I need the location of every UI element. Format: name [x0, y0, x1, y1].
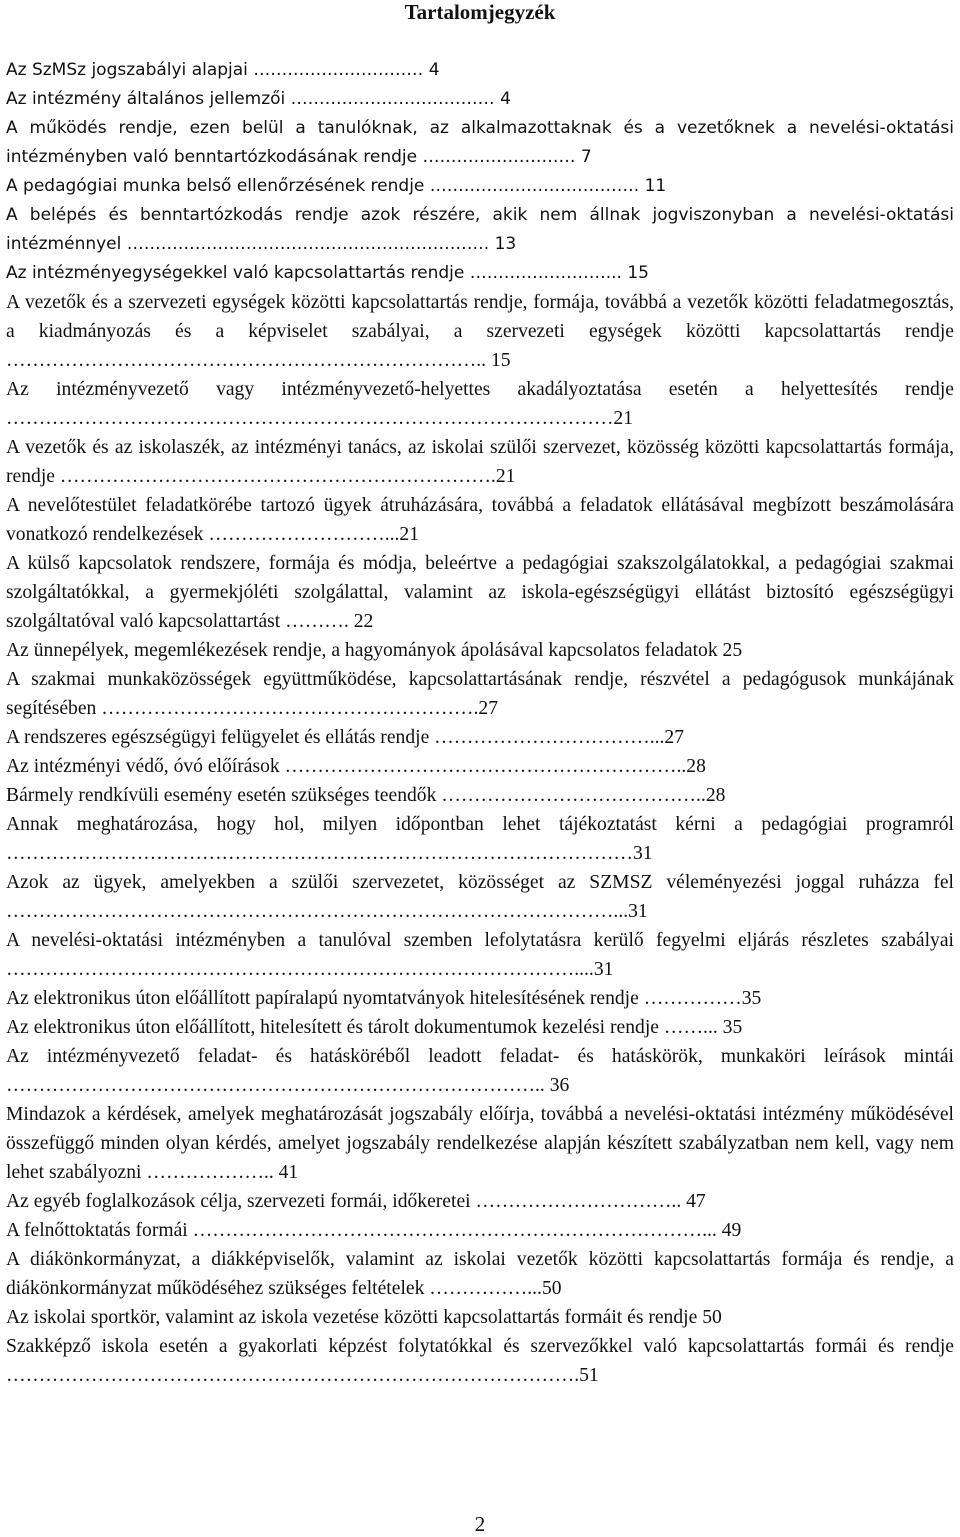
toc-entry-leader: ……………………………………………………………………………………: [6, 843, 633, 864]
toc-entry-text: A vezetők és az iskolaszék, az intézményi tanács, az iskolai szülői szervezet, közösség közötti kapcsolattartás formája, rendje: [6, 437, 954, 487]
toc-entry-text: Mindazok a kérdések, amelyek meghatározását jogszabály előírja, továbbá a nevelési-oktatási intézmény működésével összefüggő minden olyan kérdés, amelyet jogszabály rendelkezése alapján készített szabályzatban nem kell, vagy nem lehet szabályozni: [6, 1104, 954, 1183]
toc-entry-page: ..27: [654, 727, 684, 748]
toc-entry[interactable]: [6, 781, 954, 810]
toc-entry-page: 51: [579, 1365, 599, 1386]
toc-entry[interactable]: [6, 1332, 954, 1390]
toc-entry-leader: …………………………………………………………………………………: [6, 408, 614, 429]
toc-entry-leader: ……………………………………………………………………...: [187, 1220, 722, 1241]
toc-entry-text: A belépés és benntartózkodás rendje azok részére, akik nem állnak jogviszonyban a nevelési-oktatási intézménnyel: [6, 205, 954, 254]
toc-entry-page: 13: [494, 234, 517, 254]
document-page: [6, 0, 954, 1386]
toc-entry-text: Az intézményegységekkel való kapcsolattartás rendje: [6, 263, 465, 283]
toc-entry-leader: …………………………………………………………………………….: [6, 1365, 580, 1386]
toc-entry-page: 28: [686, 756, 706, 777]
toc-entry-text: Az intézményvezető vagy intézményvezető-helyettes akadályoztatása esetén a helyettesítés rendje: [6, 379, 954, 400]
toc-entry-text: Az iskolai sportkör, valamint az iskola vezetése közötti kapcsolattartás formáit és rendje: [6, 1307, 698, 1328]
toc-entry[interactable]: [6, 723, 954, 752]
toc-entry[interactable]: [6, 1042, 954, 1100]
toc-entry-page: 22: [353, 611, 374, 632]
toc-entry[interactable]: [6, 549, 954, 636]
toc-entry[interactable]: [6, 665, 954, 723]
toc-entry-text: Az ünnepélyek, megemlékezések rendje, a hagyományok ápolásával kapcsolatos feladatok: [6, 640, 718, 661]
toc-entry[interactable]: [6, 491, 954, 549]
toc-entry-leader: …………………………..: [470, 1191, 687, 1212]
toc-entry-page: 21: [495, 466, 516, 487]
toc-entry[interactable]: [6, 1245, 954, 1303]
toc-entry-page: 47: [686, 1191, 706, 1212]
toc-entry-page: 4: [428, 60, 440, 80]
toc-entry-page: 41: [278, 1162, 299, 1183]
toc-entry-page: 35: [717, 1017, 743, 1038]
toc-entry[interactable]: [6, 114, 954, 172]
toc-entry-page: ..31: [584, 959, 614, 980]
toc-entry-page: 21: [399, 524, 420, 545]
toc-entry-text: Az intézményvezető feladat- és hatásköréből leadott feladat- és hatáskörök, munkaköri leírások mintái: [6, 1046, 954, 1067]
toc-entry[interactable]: [6, 1187, 954, 1216]
toc-entry-text: A külső kapcsolatok rendszere, formája és módja, beleértve a pedagógiai szakszolgálatokkal, a pedagógiai szakmai szolgáltatókkal, a gyermekjóléti szolgálattal, valamint az iskola-egészségügyi ellátást biztosító egészségügyi szolgáltatóval való kapcsolattartást: [6, 553, 954, 632]
toc-entry-text: Az intézményi védő, óvó előírások: [6, 756, 280, 777]
toc-entry-leader: ……………………………………………………..: [279, 756, 687, 777]
toc-entry-leader: ……………………………….: [424, 176, 645, 196]
toc-entry-page: 25: [722, 640, 743, 661]
toc-entry[interactable]: [6, 810, 954, 868]
toc-entry-leader: …………………………: [247, 60, 429, 80]
toc-entry[interactable]: [6, 1100, 954, 1187]
toc-entry[interactable]: [6, 288, 954, 375]
toc-entry-text: A rendszeres egészségügyi felügyelet és ellátás rendje: [6, 727, 430, 748]
toc-entry[interactable]: [6, 56, 954, 85]
toc-entry-leader: ………………………...: [203, 524, 400, 545]
toc-entry-text: A diákönkormányzat, a diákképviselők, valamint az iskolai vezetők közötti kapcsolattartás formája és rendje, a diákönkormányzat működéséhez szükséges feltételek: [6, 1249, 954, 1299]
toc-title: Tartalomjegyzék: [404, 0, 556, 24]
toc-entry[interactable]: [6, 984, 954, 1013]
toc-entry[interactable]: [6, 1216, 954, 1245]
toc-entry[interactable]: [6, 1013, 954, 1042]
toc-entry-text: A felnőttoktatás formái: [6, 1220, 188, 1241]
toc-entry-page: 27: [478, 698, 498, 719]
toc-entry-page: 11: [644, 176, 667, 196]
toc-entry-text: A vezetők és a szervezeti egységek közötti kapcsolattartás rendje, formája, továbbá a vezetők közötti feladatmegosztás, a kiadmányozás és a képviselet szabályai, a szervezeti egységek közötti kapcsolattartás rendje: [6, 292, 954, 342]
toc-entry[interactable]: [6, 201, 954, 259]
toc-entry-leader: ………………..: [141, 1162, 279, 1183]
toc-entry-leader: …………………………….: [429, 727, 655, 748]
toc-entry-page: 50: [541, 1278, 562, 1299]
toc-entry-leader: ………………………………………………………………………………….: [6, 901, 619, 922]
toc-entry-leader: ……………………...: [464, 263, 628, 283]
toc-entry-text: A működés rendje, ezen belül a tanulóknak, az alkalmazottaknak és a vezetőknek a nevelési-oktatási intézményben való benntartózkodásának rendje: [6, 118, 954, 167]
toc-entry-text: A nevelőtestület feladatkörébe tartozó ügyek átruházására, továbbá a feladatok ellátásával megbízott beszámolására vonatkozó rendelkezések: [6, 495, 954, 545]
toc-entry-text: Bármely rendkívüli esemény esetén szükséges teendők: [6, 785, 437, 806]
page-number: 2: [474, 1512, 486, 1536]
table-of-contents: [6, 56, 954, 1390]
toc-entry-text: Az elektronikus úton előállított, hitelesített és tárolt dokumentumok kezelési rendje: [6, 1017, 659, 1038]
toc-entry-leader: …………………………………..: [436, 785, 706, 806]
toc-entry-page: 15: [627, 263, 649, 283]
toc-entry-text: Szakképző iskola esetén a gyakorlati képzést folytatókkal és szervezőkkel való kapcsolattartás formái és rendje: [6, 1336, 954, 1357]
toc-entry-page: 28: [705, 785, 726, 806]
toc-entry-text: A nevelési-oktatási intézményben a tanulóval szemben lefolytatásra kerülő fegyelmi eljárás részletes szabályai: [6, 930, 954, 951]
toc-entry-page: ..31: [618, 901, 648, 922]
toc-entry-page: 7: [580, 147, 592, 167]
toc-entry-leader: ……………...: [424, 1278, 542, 1299]
toc-entry-leader: ……….: [280, 611, 354, 632]
toc-entry-text: Az intézmény általános jellemzői: [6, 89, 286, 109]
toc-entry-leader: ………………………………: [285, 89, 501, 109]
toc-entry-page: 49: [721, 1220, 742, 1241]
toc-entry[interactable]: [6, 259, 954, 288]
toc-entry-leader: ……………………………………………………………………………..: [6, 959, 585, 980]
toc-entry-text: Az SzMSz jogszabályi alapjai: [6, 60, 248, 80]
toc-entry-page: 21: [613, 408, 633, 429]
toc-entry-leader: ………………………………………………….: [96, 698, 479, 719]
toc-entry-leader: ……...: [658, 1017, 718, 1038]
toc-entry[interactable]: [6, 433, 954, 491]
toc-entry-page: 4: [500, 89, 511, 109]
toc-entry[interactable]: [6, 85, 954, 114]
toc-entry[interactable]: [6, 868, 954, 926]
toc-entry[interactable]: [6, 172, 954, 201]
toc-entry-leader: ……………………………………………………….: [121, 234, 495, 254]
toc-entry-page: 31: [633, 843, 653, 864]
toc-entry-leader: ………………………………………………………………..: [6, 350, 491, 371]
toc-entry[interactable]: [6, 752, 954, 781]
toc-entry-page: 15: [490, 350, 511, 371]
toc-entry-leader: ………………………………………………………….: [54, 466, 496, 487]
toc-entry-leader: ……………: [638, 988, 742, 1009]
toc-entry[interactable]: [6, 375, 954, 433]
toc-entry-leader: ………………………………………………………………………..: [6, 1075, 550, 1096]
toc-entry-page: 35: [741, 988, 762, 1009]
toc-entry-text: Azok az ügyek, amelyekben a szülői szervezetet, közösséget az SZMSZ véleményezési joggal ruházza fel: [6, 872, 954, 893]
toc-entry-text: Az egyéb foglalkozások célja, szervezeti formái, időkeretei: [6, 1191, 471, 1212]
toc-entry-page: 50: [702, 1307, 722, 1328]
toc-entry-page: 36: [549, 1075, 570, 1096]
toc-entry[interactable]: [6, 926, 954, 984]
toc-entry-text: Annak meghatározása, hogy hol, milyen időpontban lehet tájékoztatást kérni a pedagógiai programról: [6, 814, 954, 835]
toc-entry-text: Az elektronikus úton előállított papíralapú nyomtatványok hitelesítésének rendje: [6, 988, 639, 1009]
toc-entry-leader: ………………………: [417, 147, 581, 167]
toc-entry-text: A pedagógiai munka belső ellenőrzésének rendje: [6, 176, 425, 196]
toc-entry[interactable]: [6, 636, 954, 665]
toc-entry-text: A szakmai munkaközösségek együttműködése, kapcsolattartásának rendje, részvétel a pedagógusok munkájának segítésében: [6, 669, 954, 719]
toc-entry[interactable]: [6, 1303, 954, 1332]
